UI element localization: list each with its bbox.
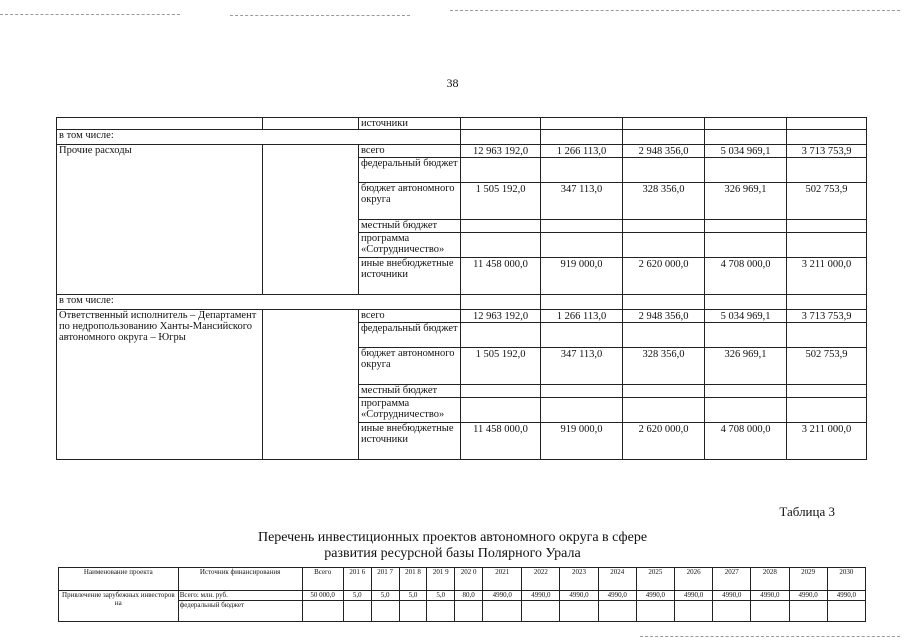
value-cell: 328 356,0 [623,348,705,385]
source-cell: всего [359,310,461,323]
value-cell: 326 969,1 [705,348,787,385]
cell-empty [787,295,867,310]
source-cell: федеральный бюджет [359,323,461,348]
table-title-line1: Перечень инвестиционных проектов автономного округа в сфере [257,530,648,545]
value-cell [461,233,541,258]
value-cell: 2 620 000,0 [623,258,705,295]
value-cell [787,158,867,183]
value-cell [623,398,705,423]
cell-empty [705,130,787,145]
value-cell [705,158,787,183]
value-cell: 4990,0 [751,591,789,601]
value-cell: 4 708 000,0 [705,423,787,460]
value-cell: 5,0 [427,591,455,601]
header-cell: Наименование проекта [59,568,179,591]
cell-empty [461,130,541,145]
cell-empty [455,601,483,622]
cell-empty [541,130,623,145]
value-cell [705,323,787,348]
value-cell: 502 753,9 [787,183,867,220]
value-cell [461,398,541,423]
cell-empty [713,601,751,622]
value-cell: 919 000,0 [541,258,623,295]
cell-empty [560,601,598,622]
header-cell: 2021 [483,568,522,591]
cell-empty [705,118,787,130]
source-cell: бюджет автономного округа [359,348,461,385]
source-header-cell: источники [359,118,461,130]
value-cell: 2 948 356,0 [623,145,705,158]
page-number: 38 [446,76,459,90]
cell-empty [541,295,623,310]
cell-empty [674,601,712,622]
value-cell: Всего: млн. руб. [178,591,302,601]
cell-empty [57,118,263,130]
table-row [59,591,866,601]
cell-empty [461,295,541,310]
value-cell: 3 211 000,0 [787,423,867,460]
cell-empty [623,130,705,145]
header-cell: 2023 [560,568,598,591]
cell-empty [705,295,787,310]
value-cell: 347 113,0 [541,348,623,385]
value-cell: 4990,0 [598,591,636,601]
value-cell [623,385,705,398]
value-cell [787,398,867,423]
table-title-line2: развития ресурсной базы Полярного Урала [324,546,581,561]
cell-empty [371,601,399,622]
value-cell: 5 034 969,1 [705,145,787,158]
value-cell: 11 458 000,0 [461,258,541,295]
source-cell: иные внебюджетные источники [359,258,461,295]
value-cell [541,398,623,423]
value-cell: 326 969,1 [705,183,787,220]
header-cell: 2029 [789,568,827,591]
value-cell [705,233,787,258]
scan-artifact-line [0,14,180,15]
value-cell [623,220,705,233]
cell-empty [263,310,359,460]
source-cell: местный бюджет [359,385,461,398]
table-row [59,601,866,622]
value-cell: 4990,0 [674,591,712,601]
cell-empty [789,601,827,622]
value-cell: 3 211 000,0 [787,258,867,295]
cell-empty [483,601,522,622]
value-cell: 502 753,9 [787,348,867,385]
cell-empty [302,601,343,622]
value-cell: 919 000,0 [541,423,623,460]
table-row [57,295,867,310]
project-name-cell: Привлечение зарубежных инвесторов на [59,591,179,622]
value-cell [541,158,623,183]
table-row [57,310,867,323]
cell-empty [827,601,865,622]
value-cell: 4990,0 [713,591,751,601]
cell-empty [787,130,867,145]
value-cell [541,220,623,233]
header-cell: 201 9 [427,568,455,591]
value-cell: 12 963 192,0 [461,145,541,158]
value-cell: 4990,0 [483,591,522,601]
cell-empty [427,601,455,622]
value-cell [787,220,867,233]
value-cell: 3 713 753,9 [787,310,867,323]
value-cell: 4 708 000,0 [705,258,787,295]
value-cell: 11 458 000,0 [461,423,541,460]
value-cell [787,385,867,398]
value-cell [787,233,867,258]
source-cell: программа «Сотрудничество» [359,398,461,423]
value-cell: 4990,0 [789,591,827,601]
value-cell: 3 713 753,9 [787,145,867,158]
value-cell [461,220,541,233]
header-cell: 2026 [674,568,712,591]
value-cell: 5,0 [399,591,427,601]
value-cell [541,233,623,258]
cell-empty [541,118,623,130]
value-cell: 5,0 [371,591,399,601]
value-cell: 4990,0 [636,591,674,601]
value-cell: 80,0 [455,591,483,601]
value-cell: 347 113,0 [541,183,623,220]
value-cell: 2 948 356,0 [623,310,705,323]
source-cell: федеральный бюджет [359,158,461,183]
value-cell [623,233,705,258]
cell-empty [751,601,789,622]
cell-empty [343,601,371,622]
source-cell: иные внебюджетные источники [359,423,461,460]
scan-artifact-line [640,636,900,637]
label-cell: в том числе: [57,130,461,145]
value-cell [705,220,787,233]
table-row [57,130,867,145]
value-cell [705,398,787,423]
label-cell: в том числе: [57,295,461,310]
cell-empty [263,118,359,130]
cell-empty [522,601,560,622]
value-cell: 4990,0 [827,591,865,601]
value-cell [705,385,787,398]
header-cell: Источник финансирования [178,568,302,591]
cell-empty [399,601,427,622]
cell-empty [263,145,359,295]
value-cell: 1 505 192,0 [461,348,541,385]
scan-artifact-line [230,15,410,16]
value-cell: 5,0 [343,591,371,601]
header-cell: 201 7 [371,568,399,591]
header-cell: 2030 [827,568,865,591]
source-cell: местный бюджет [359,220,461,233]
value-cell: 4990,0 [560,591,598,601]
value-cell [787,323,867,348]
header-cell: 201 6 [343,568,371,591]
value-cell [461,323,541,348]
source-cell: всего [359,145,461,158]
value-cell: 1 266 113,0 [541,310,623,323]
header-cell: 2024 [598,568,636,591]
value-cell: 328 356,0 [623,183,705,220]
financing-table [56,117,867,460]
table-row [57,145,867,158]
investment-projects-table [58,567,866,622]
header-cell: 2027 [713,568,751,591]
header-cell: 202 0 [455,568,483,591]
value-cell [541,385,623,398]
scan-artifact-line [450,10,900,11]
value-cell: 5 034 969,1 [705,310,787,323]
value-cell [461,385,541,398]
header-cell: 2025 [636,568,674,591]
value-cell: 50 000,0 [302,591,343,601]
header-cell: 2028 [751,568,789,591]
value-cell: 1 266 113,0 [541,145,623,158]
value-cell: 1 505 192,0 [461,183,541,220]
source-cell: программа «Сотрудничество» [359,233,461,258]
table-header-row [59,568,866,591]
cell-empty [636,601,674,622]
value-cell: 2 620 000,0 [623,423,705,460]
header-cell: 2022 [522,568,560,591]
value-cell [623,158,705,183]
source-cell: федеральный бюджет [178,601,302,622]
expense-name-cell: Прочие расходы [57,145,263,295]
value-cell [461,158,541,183]
cell-empty [623,295,705,310]
cell-empty [461,118,541,130]
cell-empty [598,601,636,622]
source-cell: бюджет автономного округа [359,183,461,220]
header-cell: Всего [302,568,343,591]
table-row [57,118,867,130]
table-caption: Таблица 3 [779,504,835,519]
cell-empty [623,118,705,130]
value-cell [541,323,623,348]
value-cell [623,323,705,348]
cell-empty [787,118,867,130]
value-cell: 4990,0 [522,591,560,601]
header-cell: 201 8 [399,568,427,591]
expense-name-cell: Ответственный исполнитель – Департамент по недропользованию Ханты-Мансийского автономного округа – Югры [57,310,263,460]
value-cell: 12 963 192,0 [461,310,541,323]
